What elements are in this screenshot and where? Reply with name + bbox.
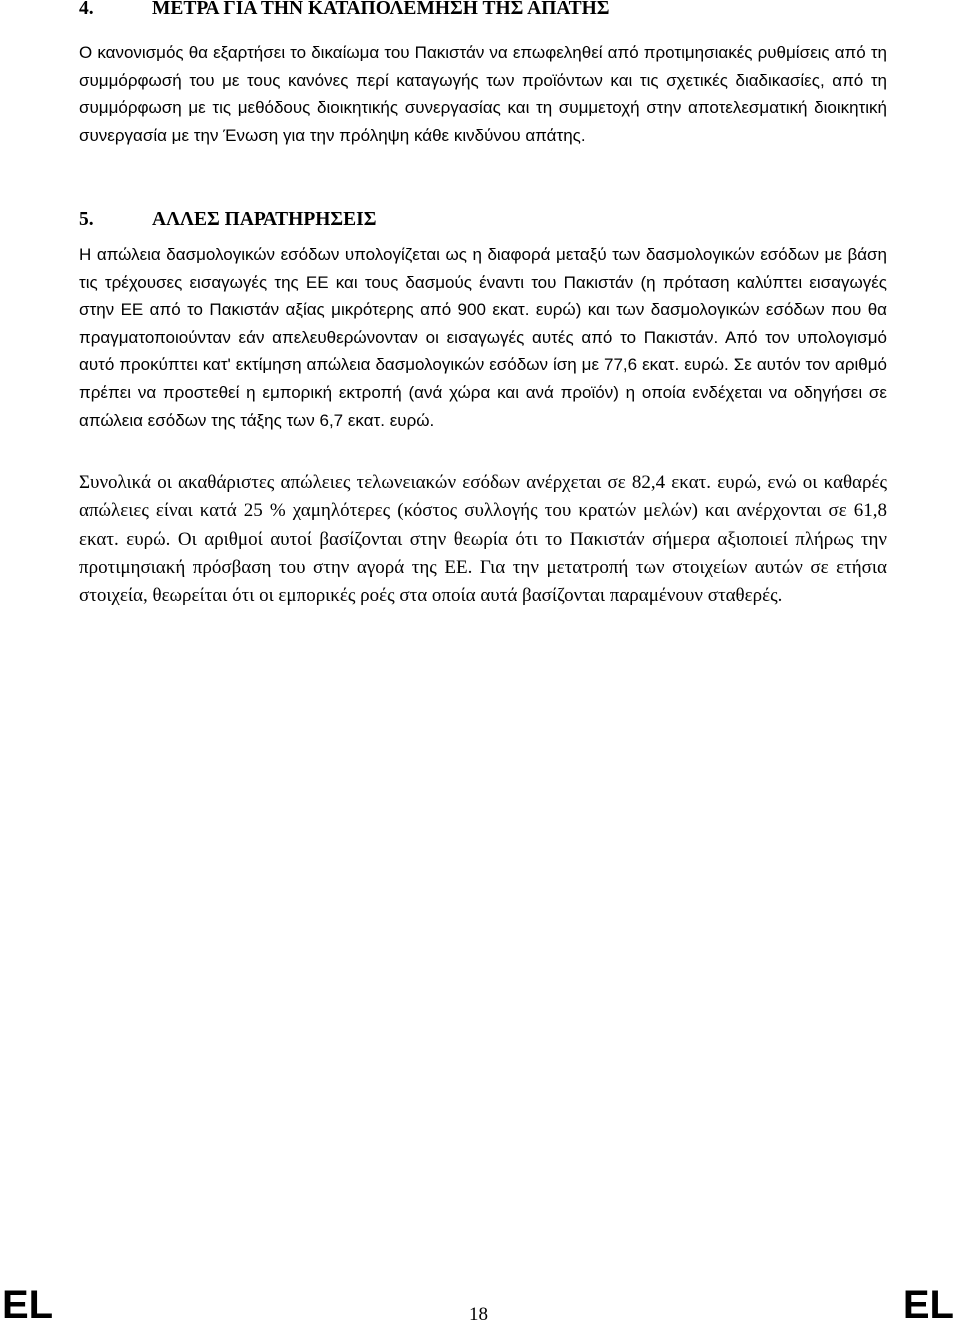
section-4-paragraph: Ο κανονισμός θα εξαρτήσει το δικαίωμα του Πακιστάν να επωφεληθεί από προτιμησιακές ρυθμίσεις από τη συμμόρφωσή του με τους κανόνες περί καταγωγής των προϊόντων και τις σχετικές διαδικασίες, από τη συμμόρφωση με τις μεθόδους διοικητικής συνεργασίας και τη συμμετοχή στην αποτελεσματική διοικητική συνεργασία με την Ένωση για την πρόληψη κάθε κινδύνου απάτης. bbox=[79, 43, 887, 145]
section-4-number: 4. bbox=[79, 0, 94, 19]
section-4-heading bbox=[79, 0, 610, 20]
section-5-heading bbox=[79, 209, 377, 231]
section-4-title: ΜΕΤΡΑ ΓΙΑ ΤΗΝ ΚΑΤΑΠΟΛΕΜΗΣΗ ΤΗΣ ΑΠΑΤΗΣ bbox=[152, 0, 610, 19]
section-5-number: 5. bbox=[79, 209, 94, 230]
footer-language-right: EL bbox=[902, 1283, 954, 1327]
section-5-paragraph-2: Συνολικά οι ακαθάριστες απώλειες τελωνειακών εσόδων ανέρχεται σε 82,4 εκατ. ευρώ, ενώ οι καθαρές απώλειες είναι κατά 25 % χαμηλότερες (κόστος συλλογής του κρατών μελών) και ανέρχονται σε 61,8 εκατ. ευρώ. Οι αριθμοί αυτοί βασίζονται στην θεωρία ότι το Πακιστάν σήμερα αξιοποιεί πλήρως την προτιμησιακή πρόσβαση του στην αγορά της ΕΕ. Για την μετατροπή των στοιχείων αυτών σε ετήσια στοιχεία, θεωρείται ότι οι εμπορικές ροές στα οποία αυτά βασίζονται παραμένουν σταθερές. bbox=[79, 472, 887, 607]
footer-language-left: EL bbox=[2, 1283, 54, 1327]
section-5-title: ΑΛΛΕΣ ΠΑΡΑΤΗΡΗΣΕΙΣ bbox=[152, 209, 377, 230]
page-number: 18 bbox=[469, 1304, 488, 1325]
section-5-paragraph-1: Η απώλεια δασμολογικών εσόδων υπολογίζεται ως η διαφορά μεταξύ των δασμολογικών εσόδων με βάση τις τρέχουσες εισαγωγές της ΕΕ και τους δασμούς έναντι του Πακιστάν (η πρόταση καλύπτει εισαγωγές στην ΕΕ από το Πακιστάν αξίας μικρότερης από 900 εκατ. ευρώ) και των δασμολογικών εσόδων που θα πραγματοποιούνταν εάν απελευθερώνονταν οι εισαγωγές αυτές από το Πακιστάν. Από τον υπολογισμό αυτό προκύπτει κατ' εκτίμηση απώλεια δασμολογικών εσόδων ίση με 77,6 εκατ. ευρώ. Σε αυτόν τον αριθμό πρέπει να προστεθεί η εμπορική εκτροπή (ανά χώρα και ανά προϊόν) η οποία ενδέχεται να οδηγήσει σε απώλεια εσόδων της τάξης των 6,7 εκατ. ευρώ. bbox=[79, 245, 887, 430]
